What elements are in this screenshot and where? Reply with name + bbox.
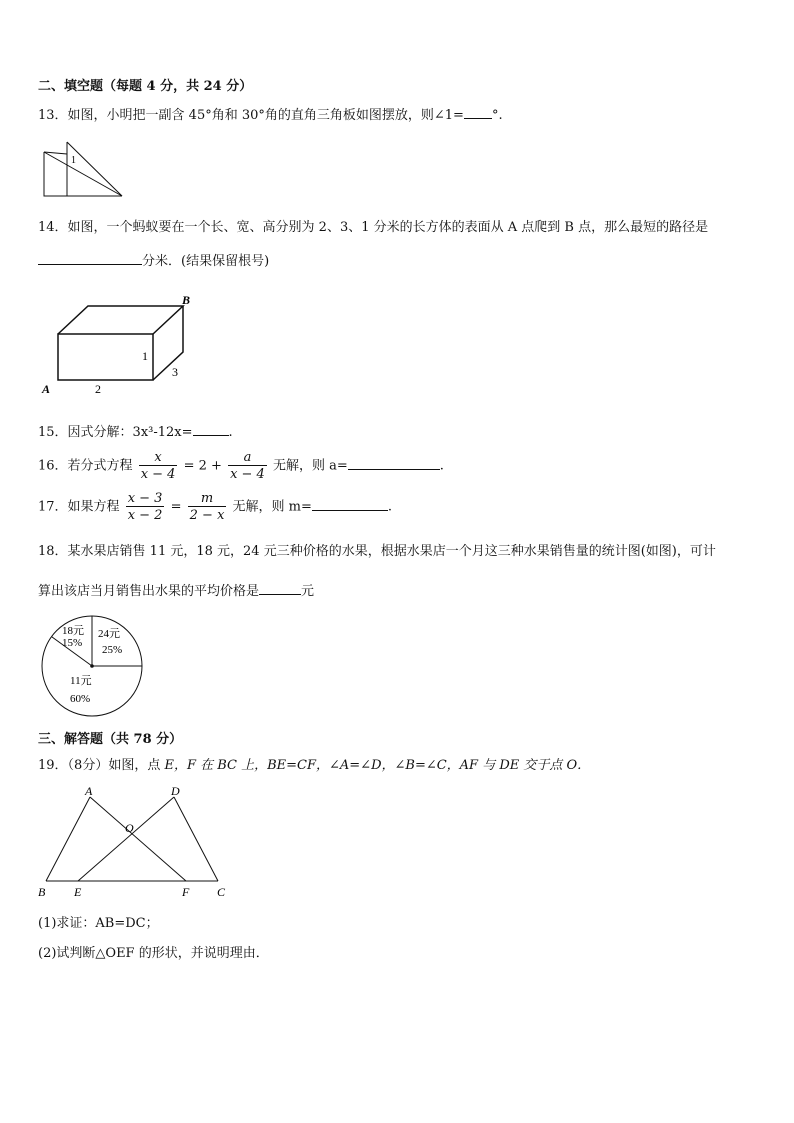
point-o-label: O	[125, 821, 134, 835]
point-f-label: F	[182, 885, 190, 899]
cuboid-side-face	[153, 306, 183, 380]
question-19-part1: (1)求证：AB=DC；	[38, 916, 159, 931]
point-c-label: C	[217, 885, 226, 899]
question-17-post: 无解，则 m=	[232, 499, 312, 515]
pie-chart	[38, 612, 146, 720]
question-19-prefix: 19．（8分）如图，点	[38, 758, 165, 773]
triangle-geometry-figure	[36, 782, 236, 902]
point-b-label: B	[38, 885, 46, 899]
answer-blank-18[interactable]	[259, 582, 301, 595]
cuboid-figure	[38, 294, 198, 398]
pie-center-dot	[90, 664, 94, 668]
width-label: 3	[172, 365, 178, 379]
question-18-line1: 18．某水果店销售 11 元，18 元，24 元三种价格的水果，根据水果店一个月这三种水果销售量的统计图(如图)，可计	[38, 544, 716, 559]
segment-de	[78, 797, 174, 881]
segment-dc	[174, 797, 218, 881]
question-17-pre: 17．如果方程	[38, 499, 120, 515]
answer-blank-16[interactable]	[348, 457, 440, 470]
numerator: x − 3	[127, 491, 163, 506]
point-b-label: B	[182, 294, 191, 307]
numerator: m	[188, 492, 227, 507]
question-18-end: 元	[301, 584, 315, 599]
question-16	[38, 451, 444, 481]
point-a-label: A	[42, 382, 51, 396]
pie-label-24-name: 24元	[98, 628, 120, 640]
question-13-text: 13．如图，小明把一副含 45°角和 30°角的直角三角板如图摆放，则∠1=	[38, 108, 464, 123]
question-19-conditions: E，F 在 BC 上，BE=CF，∠A=∠D，∠B=∠C，AF 与 DE 交于点 O．	[164, 758, 591, 773]
cuboid-top-face	[58, 306, 183, 334]
answer-blank-15[interactable]	[193, 423, 229, 436]
question-15-text: 15．因式分解：3x³-12x=	[38, 425, 193, 440]
question-18-text: 算出该店当月销售出水果的平均价格是	[38, 584, 260, 599]
question-16-pre: 16．若分式方程	[38, 458, 133, 474]
triangle-board-figure	[40, 138, 130, 200]
angle-1-label: 1	[71, 155, 76, 166]
question-14-line1: 14．如图，一个蚂蚁要在一个长、宽、高分别为 2、3、1 分米的长方体的表面从 A 点爬到 B 点，那么最短的路径是	[38, 220, 709, 235]
fraction-x-minus-3-over-x-minus-2	[126, 492, 165, 522]
segment-ab	[46, 797, 90, 881]
question-13	[38, 106, 503, 122]
numerator: x	[139, 451, 178, 466]
pie-label-18-percent: 15%	[62, 637, 83, 649]
pie-label-11-percent: 60%	[70, 693, 91, 705]
denominator: x − 4	[140, 467, 176, 482]
fraction-a-over-x-minus-4	[228, 451, 267, 481]
point-a-label: A	[85, 784, 93, 798]
question-17	[38, 492, 392, 522]
point-e-label: E	[74, 885, 82, 899]
question-16-post: 无解，则 a=	[272, 458, 348, 474]
question-15-end: .	[228, 425, 233, 440]
triangle-45-hypotenuse	[44, 152, 122, 196]
height-label: 1	[142, 349, 148, 363]
question-14-tail: 分米．(结果保留根号)	[142, 254, 270, 269]
question-17-mid: =	[170, 499, 182, 515]
cuboid-front-face	[58, 334, 153, 380]
length-label: 2	[95, 382, 101, 396]
question-14-line2	[38, 252, 269, 268]
segment-af	[90, 797, 186, 881]
question-19-stem	[38, 759, 590, 772]
pie-label-18-name: 18元	[62, 625, 84, 637]
pie-label-11-name: 11元	[70, 675, 92, 687]
pie-label-24-percent: 25%	[102, 644, 123, 656]
section-heading-solve: 三、解答题（共 78 分）	[38, 732, 183, 747]
question-17-end: .	[387, 499, 393, 515]
denominator: 2 − x	[189, 508, 225, 523]
question-18-line2	[38, 582, 314, 598]
question-19-part2: (2)试判断△OEF 的形状，并说明理由．	[38, 946, 269, 961]
answer-blank-14[interactable]	[38, 252, 142, 265]
point-d-label: D	[171, 784, 180, 798]
denominator: x − 2	[127, 508, 163, 523]
question-13-end: °.	[491, 108, 503, 123]
fraction-m-over-2-minus-x	[188, 492, 227, 522]
question-15	[38, 423, 233, 439]
triangle-30-hypotenuse	[67, 142, 122, 196]
answer-blank-17[interactable]	[312, 498, 388, 511]
fraction-x-over-x-minus-4	[139, 451, 178, 481]
section-heading-fill-in: 二、填空题（每题 4 分，共 24 分）	[38, 79, 253, 94]
numerator: a	[228, 451, 267, 466]
answer-blank-13[interactable]	[464, 106, 492, 119]
denominator: x − 4	[230, 467, 265, 482]
question-16-mid: = 2 +	[183, 458, 222, 474]
question-16-end: .	[439, 458, 444, 474]
